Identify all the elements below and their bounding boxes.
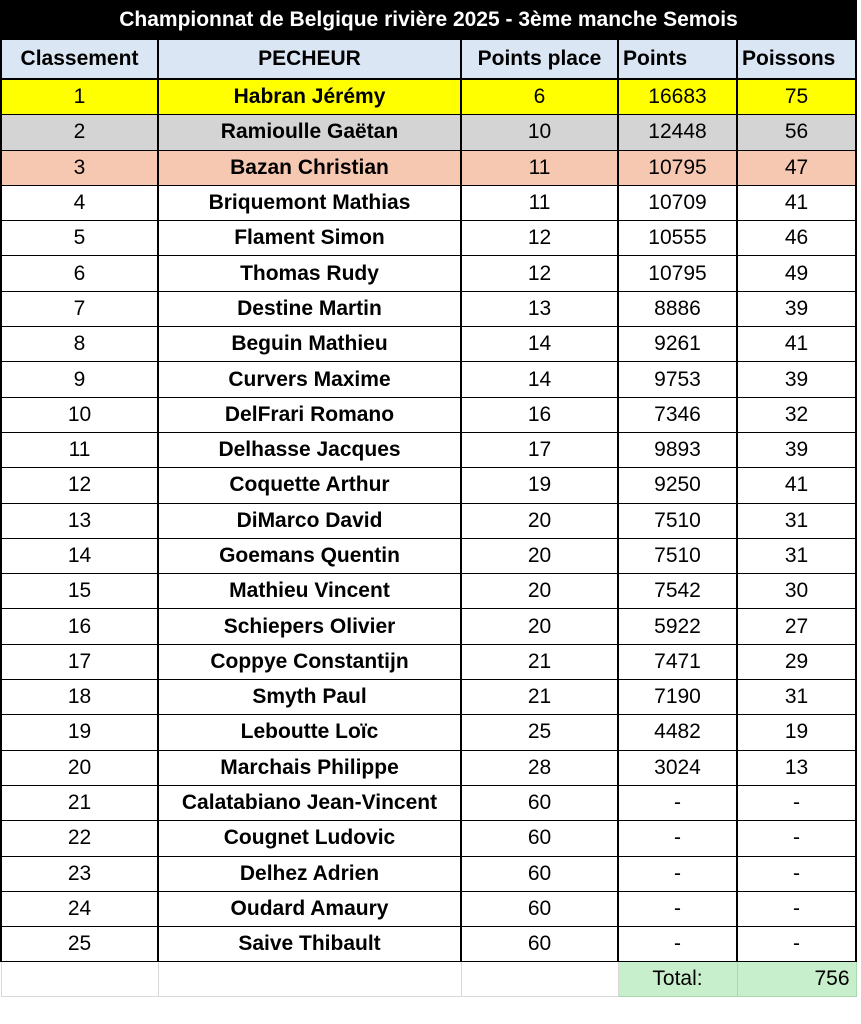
table-row — [1, 785, 856, 820]
points-cell[interactable]: 7346 — [618, 397, 737, 432]
rank-cell[interactable]: 5 — [1, 221, 158, 256]
angler-name-cell[interactable]: Thomas Rudy — [158, 256, 461, 291]
fish-count-cell[interactable]: 39 — [737, 362, 856, 397]
place-points-cell[interactable]: 17 — [461, 432, 618, 467]
rank-cell[interactable]: 2 — [1, 115, 158, 150]
points-cell[interactable]: - — [618, 856, 737, 891]
fish-count-cell[interactable]: 41 — [737, 468, 856, 503]
place-points-cell[interactable]: 16 — [461, 397, 618, 432]
rank-cell[interactable]: 21 — [1, 785, 158, 820]
fish-count-cell[interactable]: - — [737, 891, 856, 926]
rank-cell[interactable]: 19 — [1, 715, 158, 750]
rank-cell[interactable]: 3 — [1, 150, 158, 185]
angler-name-cell[interactable]: Coppye Constantijn — [158, 644, 461, 679]
fish-count-cell[interactable]: 31 — [737, 503, 856, 538]
points-cell[interactable]: 7510 — [618, 503, 737, 538]
angler-name-cell[interactable]: Destine Martin — [158, 291, 461, 326]
fish-count-cell[interactable]: 56 — [737, 115, 856, 150]
points-cell[interactable]: - — [618, 891, 737, 926]
table-row — [1, 680, 856, 715]
header-place-points[interactable]: Points place — [461, 39, 618, 79]
angler-name-cell[interactable]: Marchais Philippe — [158, 750, 461, 785]
total-value[interactable]: 756 — [737, 962, 856, 997]
angler-name-cell[interactable]: Ramioulle Gaëtan — [158, 115, 461, 150]
angler-name-cell[interactable]: DelFrari Romano — [158, 397, 461, 432]
empty-cell[interactable] — [461, 962, 618, 997]
place-points-cell[interactable]: 13 — [461, 291, 618, 326]
place-points-cell[interactable]: 12 — [461, 221, 618, 256]
angler-name-cell[interactable]: Delhasse Jacques — [158, 432, 461, 467]
points-cell[interactable]: 5922 — [618, 609, 737, 644]
angler-name-cell[interactable]: Habran Jérémy — [158, 79, 461, 115]
points-cell[interactable]: 16683 — [618, 79, 737, 115]
points-cell[interactable]: - — [618, 821, 737, 856]
rank-cell[interactable]: 17 — [1, 644, 158, 679]
table-row — [1, 150, 856, 185]
place-points-cell[interactable]: 60 — [461, 821, 618, 856]
angler-name-cell[interactable]: Oudard Amaury — [158, 891, 461, 926]
place-points-cell[interactable]: 28 — [461, 750, 618, 785]
header-fish[interactable]: Poissons — [737, 39, 856, 79]
table-title[interactable]: Championnat de Belgique rivière 2025 - 3ème manche Semois — [1, 1, 856, 39]
fish-count-cell[interactable]: - — [737, 856, 856, 891]
place-points-cell[interactable]: 21 — [461, 680, 618, 715]
place-points-cell[interactable]: 60 — [461, 891, 618, 926]
fish-count-cell[interactable]: 32 — [737, 397, 856, 432]
header-rank[interactable]: Classement — [1, 39, 158, 79]
place-points-cell[interactable]: 25 — [461, 715, 618, 750]
place-points-cell[interactable]: 20 — [461, 503, 618, 538]
rank-cell[interactable]: 20 — [1, 750, 158, 785]
fish-count-cell[interactable]: - — [737, 927, 856, 962]
empty-cell[interactable] — [1, 962, 158, 997]
rank-cell[interactable]: 13 — [1, 503, 158, 538]
table-row — [1, 609, 856, 644]
fish-count-cell[interactable]: 29 — [737, 644, 856, 679]
fish-count-cell[interactable]: - — [737, 785, 856, 820]
angler-name-cell[interactable]: Beguin Mathieu — [158, 327, 461, 362]
points-cell[interactable]: 9250 — [618, 468, 737, 503]
table-row — [1, 715, 856, 750]
fish-count-cell[interactable]: 41 — [737, 327, 856, 362]
points-cell[interactable]: 10555 — [618, 221, 737, 256]
rank-cell[interactable]: 1 — [1, 79, 158, 115]
points-cell[interactable]: 8886 — [618, 291, 737, 326]
rank-cell[interactable]: 15 — [1, 574, 158, 609]
place-points-cell[interactable]: 11 — [461, 150, 618, 185]
place-points-cell[interactable]: 20 — [461, 574, 618, 609]
rank-cell[interactable]: 8 — [1, 327, 158, 362]
points-cell[interactable]: - — [618, 927, 737, 962]
rank-cell[interactable]: 10 — [1, 397, 158, 432]
table-row — [1, 432, 856, 467]
points-cell[interactable]: 10795 — [618, 256, 737, 291]
place-points-cell[interactable]: 11 — [461, 185, 618, 220]
points-cell[interactable]: 7471 — [618, 644, 737, 679]
table-row — [1, 750, 856, 785]
place-points-cell[interactable]: 12 — [461, 256, 618, 291]
angler-name-cell[interactable]: Cougnet Ludovic — [158, 821, 461, 856]
rank-cell[interactable]: 14 — [1, 538, 158, 573]
fish-count-cell[interactable]: 19 — [737, 715, 856, 750]
header-angler[interactable]: PECHEUR — [158, 39, 461, 79]
rank-cell[interactable]: 9 — [1, 362, 158, 397]
rank-cell[interactable]: 12 — [1, 468, 158, 503]
angler-name-cell[interactable]: Mathieu Vincent — [158, 574, 461, 609]
points-cell[interactable]: 7510 — [618, 538, 737, 573]
table-row — [1, 644, 856, 679]
fish-count-cell[interactable]: 39 — [737, 291, 856, 326]
angler-name-cell[interactable]: Bazan Christian — [158, 150, 461, 185]
table-row — [1, 574, 856, 609]
fish-count-cell[interactable]: - — [737, 821, 856, 856]
points-cell[interactable]: 4482 — [618, 715, 737, 750]
angler-name-cell[interactable]: Calatabiano Jean-Vincent — [158, 785, 461, 820]
fish-count-cell[interactable]: 46 — [737, 221, 856, 256]
table-row — [1, 856, 856, 891]
place-points-cell[interactable]: 20 — [461, 609, 618, 644]
points-cell[interactable]: 10795 — [618, 150, 737, 185]
rank-cell[interactable]: 22 — [1, 821, 158, 856]
table-row — [1, 362, 856, 397]
place-points-cell[interactable]: 60 — [461, 856, 618, 891]
table-row — [1, 256, 856, 291]
rank-cell[interactable]: 18 — [1, 680, 158, 715]
total-label[interactable]: Total: — [618, 962, 737, 997]
rank-cell[interactable]: 25 — [1, 927, 158, 962]
angler-name-cell[interactable]: Schiepers Olivier — [158, 609, 461, 644]
place-points-cell[interactable]: 20 — [461, 538, 618, 573]
place-points-cell[interactable]: 60 — [461, 927, 618, 962]
table-row — [1, 327, 856, 362]
place-points-cell[interactable]: 21 — [461, 644, 618, 679]
fish-count-cell[interactable]: 47 — [737, 150, 856, 185]
points-cell[interactable]: 10709 — [618, 185, 737, 220]
angler-name-cell[interactable]: Leboutte Loïc — [158, 715, 461, 750]
angler-name-cell[interactable]: Smyth Paul — [158, 680, 461, 715]
empty-cell[interactable] — [158, 962, 461, 997]
fish-count-cell[interactable]: 27 — [737, 609, 856, 644]
table-row — [1, 79, 856, 115]
rank-cell[interactable]: 4 — [1, 185, 158, 220]
angler-name-cell[interactable]: Briquemont Mathias — [158, 185, 461, 220]
points-cell[interactable]: 7542 — [618, 574, 737, 609]
angler-name-cell[interactable]: Coquette Arthur — [158, 468, 461, 503]
place-points-cell[interactable]: 14 — [461, 327, 618, 362]
angler-name-cell[interactable]: Goemans Quentin — [158, 538, 461, 573]
points-cell[interactable]: 12448 — [618, 115, 737, 150]
table-row — [1, 115, 856, 150]
angler-name-cell[interactable]: Delhez Adrien — [158, 856, 461, 891]
place-points-cell[interactable]: 10 — [461, 115, 618, 150]
points-cell[interactable]: 9753 — [618, 362, 737, 397]
table-row — [1, 927, 856, 962]
angler-name-cell[interactable]: Flament Simon — [158, 221, 461, 256]
points-cell[interactable]: - — [618, 785, 737, 820]
table-row — [1, 221, 856, 256]
angler-name-cell[interactable]: DiMarco David — [158, 503, 461, 538]
fish-count-cell[interactable]: 49 — [737, 256, 856, 291]
place-points-cell[interactable]: 19 — [461, 468, 618, 503]
fish-count-cell[interactable]: 39 — [737, 432, 856, 467]
rank-cell[interactable]: 24 — [1, 891, 158, 926]
fish-count-cell[interactable]: 41 — [737, 185, 856, 220]
fish-count-cell[interactable]: 75 — [737, 79, 856, 115]
table-row — [1, 538, 856, 573]
place-points-cell[interactable]: 14 — [461, 362, 618, 397]
fish-count-cell[interactable]: 13 — [737, 750, 856, 785]
table-row — [1, 468, 856, 503]
rank-cell[interactable]: 23 — [1, 856, 158, 891]
title-row — [1, 1, 856, 39]
points-cell[interactable]: 7190 — [618, 680, 737, 715]
rank-cell[interactable]: 6 — [1, 256, 158, 291]
header-points[interactable]: Points — [618, 39, 737, 79]
points-cell[interactable]: 9261 — [618, 327, 737, 362]
table-row — [1, 821, 856, 856]
table-row — [1, 891, 856, 926]
fish-count-cell[interactable]: 31 — [737, 680, 856, 715]
place-points-cell[interactable]: 60 — [461, 785, 618, 820]
rank-cell[interactable]: 16 — [1, 609, 158, 644]
rank-cell[interactable]: 7 — [1, 291, 158, 326]
table-row — [1, 503, 856, 538]
header-row — [1, 39, 856, 79]
table-row — [1, 185, 856, 220]
points-cell[interactable]: 9893 — [618, 432, 737, 467]
fish-count-cell[interactable]: 31 — [737, 538, 856, 573]
angler-name-cell[interactable]: Curvers Maxime — [158, 362, 461, 397]
place-points-cell[interactable]: 6 — [461, 79, 618, 115]
points-cell[interactable]: 3024 — [618, 750, 737, 785]
angler-name-cell[interactable]: Saive Thibault — [158, 927, 461, 962]
rank-cell[interactable]: 11 — [1, 432, 158, 467]
fish-count-cell[interactable]: 30 — [737, 574, 856, 609]
total-row — [1, 962, 856, 997]
table-row — [1, 291, 856, 326]
table-row — [1, 397, 856, 432]
